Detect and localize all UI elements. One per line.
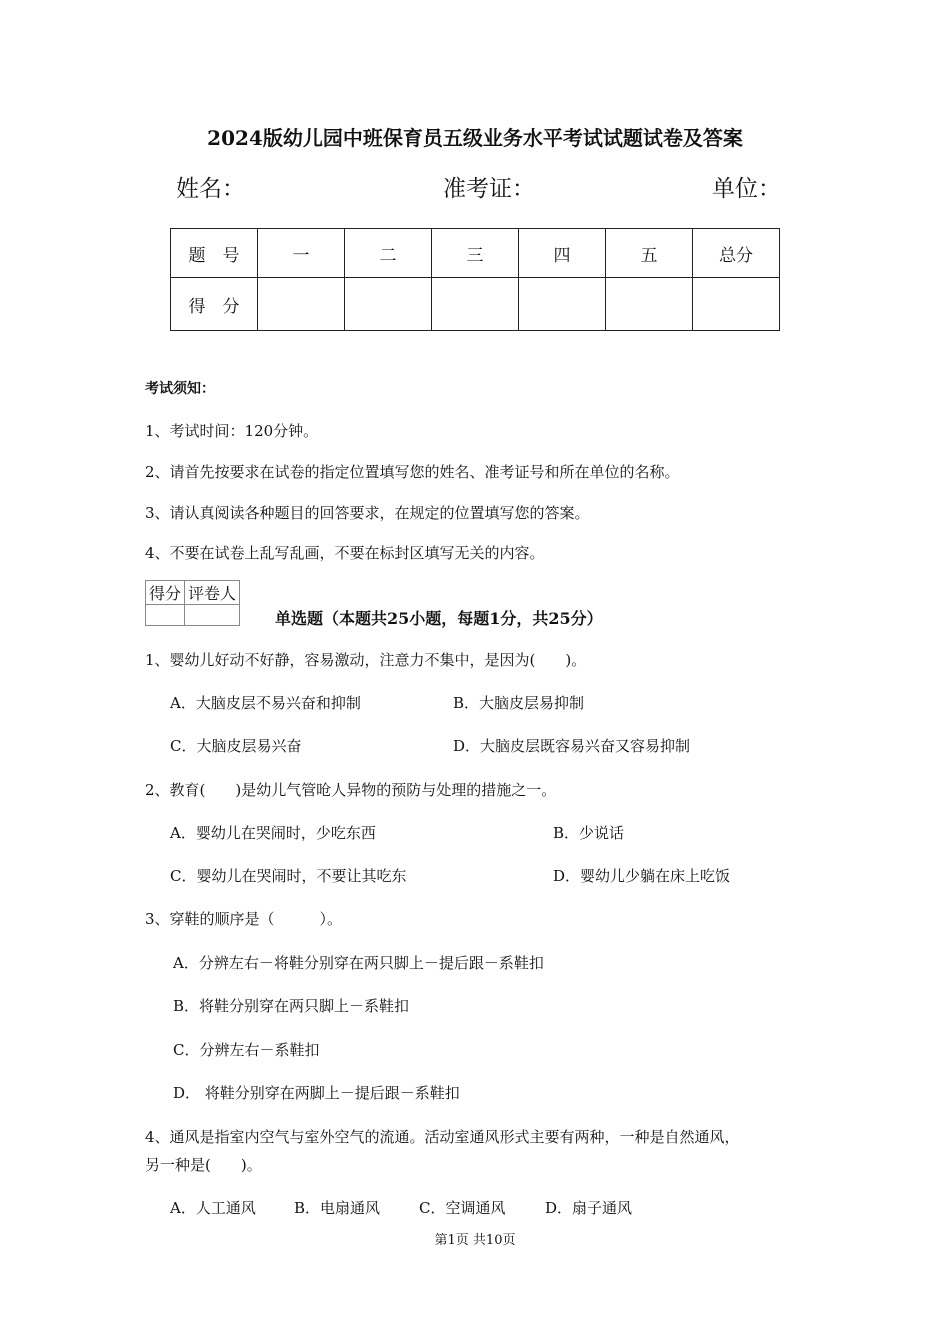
question-stem: 4、通风是指室内空气与室外空气的流通。活动室通风形式主要有两种，一种是自然通风， [145,1128,740,1146]
option-b[interactable]: B．电扇通风 [294,1199,381,1217]
grader-box [145,580,240,626]
option-c[interactable]: C．空调通风 [419,1199,506,1217]
page-title: 2024版幼儿园中班保育员五级业务水平考试试题试卷及答案 [207,126,743,150]
score-cell[interactable] [693,278,780,331]
option-b[interactable]: B．少说话 [553,824,625,842]
score-table-score-row [171,278,780,331]
score-header-cell: 二 [345,229,432,278]
notice-heading: 考试须知： [145,381,215,397]
score-header-cell: 四 [519,229,606,278]
score-row-label: 得 分 [171,278,258,331]
option-d[interactable]: D． 将鞋分别穿在两脚上－提后跟－系鞋扣 [173,1084,460,1102]
option-a[interactable]: A．分辨左右－将鞋分别穿在两只脚上－提后跟－系鞋扣 [173,954,544,972]
option-c[interactable]: C．分辨左右－系鞋扣 [173,1041,320,1059]
score-cell[interactable] [258,278,345,331]
option-b[interactable]: B．将鞋分别穿在两只脚上－系鞋扣 [173,997,410,1015]
score-cell[interactable] [519,278,606,331]
score-cell[interactable] [606,278,693,331]
page-footer: 第1页 共10页 [434,1233,516,1248]
notice-item: 2、请首先按要求在试卷的指定位置填写您的姓名、准考证号和所在单位的名称。 [145,463,680,481]
option-a[interactable]: A．人工通风 [170,1199,256,1217]
option-d[interactable]: D．婴幼儿少躺在床上吃饭 [553,867,731,885]
score-table [170,228,780,331]
score-header-cell: 五 [606,229,693,278]
notice-item: 4、不要在试卷上乱写乱画，不要在标封区填写无关的内容。 [145,544,545,562]
option-d[interactable]: D．大脑皮层既容易兴奋又容易抑制 [453,737,691,755]
score-table-header-row [171,229,780,278]
grader-score-cell[interactable] [146,605,185,626]
score-cell[interactable] [345,278,432,331]
exam-number-label: 准考证： [443,176,535,202]
notice-item: 3、请认真阅读各种题目的回答要求，在规定的位置填写您的答案。 [145,504,590,522]
score-header-cell: 总分 [693,229,780,278]
grader-reviewer-cell[interactable] [185,605,240,626]
name-label: 姓名： [176,176,245,202]
unit-label: 单位： [712,176,781,202]
grader-reviewer-label: 评卷人 [185,581,240,605]
option-b[interactable]: B．大脑皮层易抑制 [453,694,585,712]
question-stem-continued: 另一种是( )。 [145,1156,262,1174]
score-header-cell: 三 [432,229,519,278]
option-c[interactable]: C．大脑皮层易兴奋 [170,737,302,755]
option-c[interactable]: C．婴幼儿在哭闹时，不要让其吃东 [170,867,407,885]
option-d[interactable]: D．扇子通风 [545,1199,633,1217]
option-a[interactable]: A．大脑皮层不易兴奋和抑制 [170,694,361,712]
question-stem: 3、穿鞋的顺序是（ ）。 [145,910,343,928]
notice-item: 1、考试时间：120分钟。 [145,422,319,440]
section-title: 单选题（本题共25小题，每题1分，共25分） [275,609,603,628]
score-cell[interactable] [432,278,519,331]
grader-score-label: 得分 [146,581,185,605]
score-header-cell: 一 [258,229,345,278]
question-stem: 2、教育( )是幼儿气管呛人异物的预防与处理的措施之一。 [145,781,557,799]
option-a[interactable]: A．婴幼儿在哭闹时，少吃东西 [170,824,376,842]
score-header-cell: 题 号 [171,229,258,278]
question-stem: 1、婴幼儿好动不好静，容易激动，注意力不集中，是因为( )。 [145,651,587,669]
